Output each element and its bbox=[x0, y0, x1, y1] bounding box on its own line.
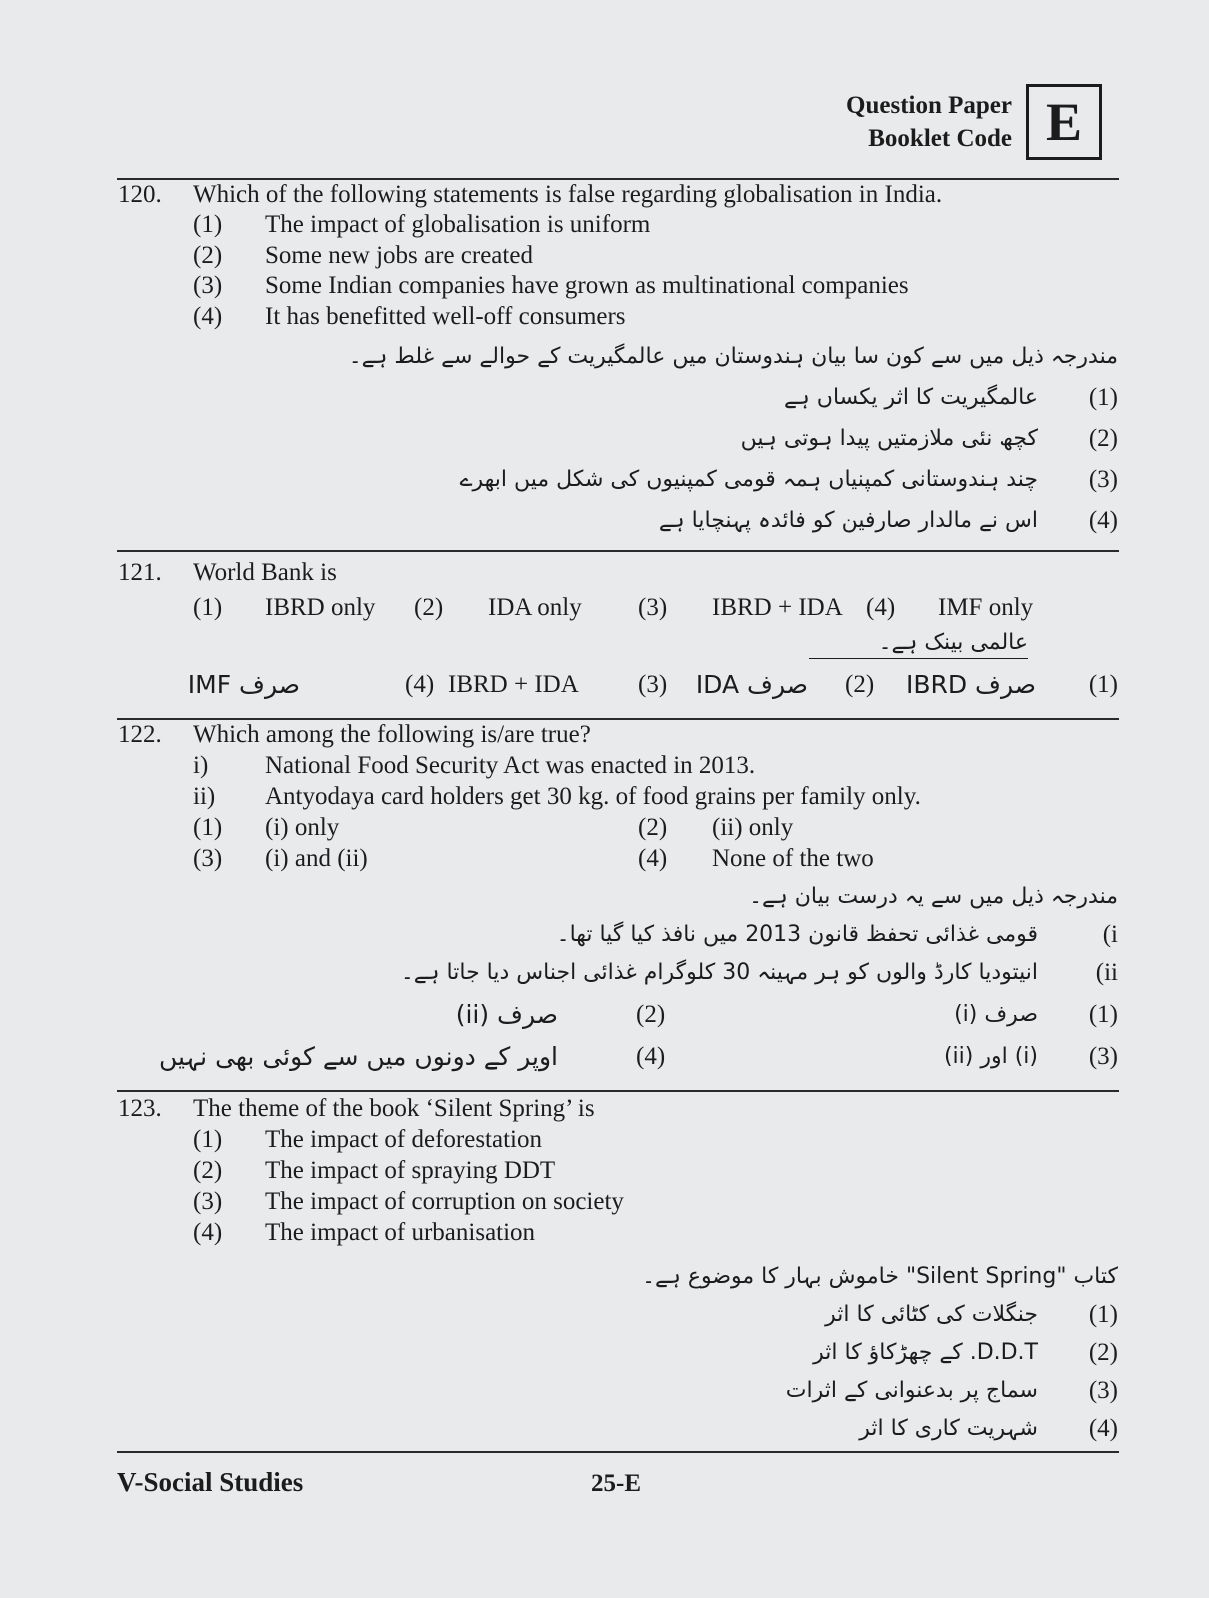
urdu-option-text: کچھ نئی ملازمتیں پیدا ہوتی ہیں bbox=[740, 426, 1038, 451]
option-number: (1) bbox=[193, 211, 223, 238]
option-text: The impact of corruption on society bbox=[265, 1188, 624, 1215]
urdu-statement-number: (i bbox=[1102, 921, 1118, 948]
urdu-option-text: D.D.T. کے چھڑکاؤ کا اثر bbox=[813, 1340, 1038, 1365]
option-number: (1) bbox=[193, 1126, 223, 1153]
urdu-option-number: (1) bbox=[1088, 1001, 1118, 1028]
statement-text: National Food Security Act was enacted in 2013. bbox=[265, 752, 756, 779]
option-text: IBRD + IDA bbox=[712, 594, 843, 621]
option-number: (3) bbox=[193, 272, 223, 299]
option-text: (ii) only bbox=[712, 814, 794, 841]
urdu-statement-number: (ii bbox=[1095, 959, 1118, 986]
statement-number: i) bbox=[193, 752, 209, 779]
urdu-option-text: عالمگیریت کا اثر یکساں ہے bbox=[784, 385, 1038, 410]
option-number: (4) bbox=[866, 594, 896, 621]
urdu-option-number: (4) bbox=[405, 671, 435, 698]
urdu-option-text: (i) اور (ii) bbox=[943, 1044, 1038, 1069]
option-text: The impact of deforestation bbox=[265, 1126, 542, 1153]
urdu-question-stem: مندرجہ ذیل میں سے یہ درست بیان ہے۔ bbox=[749, 884, 1118, 909]
urdu-option-number: (2) bbox=[1088, 425, 1118, 452]
urdu-option-number: (1) bbox=[1088, 1301, 1118, 1328]
urdu-option-text: صرف IMF bbox=[187, 670, 300, 699]
urdu-option-text: چند ہندوستانی کمپنیاں ہمہ قومی کمپنیوں کی شکل میں ابھرے bbox=[459, 467, 1038, 492]
option-number: (2) bbox=[638, 814, 668, 841]
urdu-question-stem: کتاب "Silent Spring" خاموش بہار کا موضوع ہے۔ bbox=[642, 1264, 1118, 1289]
question-stem: World Bank is bbox=[193, 559, 337, 586]
urdu-option-number: (2) bbox=[845, 671, 875, 698]
question-123 bbox=[118, 1094, 1118, 1449]
option-number: (3) bbox=[193, 845, 223, 872]
option-text: Some Indian companies have grown as multinational companies bbox=[265, 272, 909, 299]
question-stem: Which of the following statements is false regarding globalisation in India. bbox=[193, 181, 943, 208]
urdu-option-text: صرف (ii) bbox=[455, 1000, 558, 1029]
urdu-option-text: سماج پر بدعنوانی کے اثرات bbox=[785, 1378, 1038, 1403]
statement-text: Antyodaya card holders get 30 kg. of food grains per family only. bbox=[265, 783, 921, 810]
question-number: 123. bbox=[118, 1095, 162, 1122]
option-text: IBRD only bbox=[265, 594, 376, 621]
urdu-option-number: (1) bbox=[1088, 671, 1118, 698]
divider bbox=[117, 1451, 1119, 1453]
urdu-option-text: جنگلات کی کٹائی کا اثر bbox=[825, 1302, 1038, 1327]
urdu-question-stem: مندرجہ ذیل میں سے کون سا بیان ہندوستان میں عالمگیریت کے حوالے سے غلط ہے۔ bbox=[348, 344, 1118, 369]
urdu-option-text: صرف (i) bbox=[954, 1002, 1038, 1027]
divider bbox=[117, 550, 1119, 552]
question-number: 120. bbox=[118, 181, 162, 208]
option-number: (1) bbox=[193, 594, 223, 621]
option-number: (2) bbox=[193, 1157, 223, 1184]
option-text: (i) only bbox=[265, 814, 340, 841]
question-stem: The theme of the book ‘Silent Spring’ is bbox=[193, 1095, 595, 1122]
option-text: IMF only bbox=[938, 594, 1034, 621]
statement-number: ii) bbox=[193, 783, 216, 810]
option-number: (4) bbox=[193, 1219, 223, 1246]
question-number: 121. bbox=[118, 559, 162, 586]
option-number: (4) bbox=[638, 845, 668, 872]
urdu-option-number: (2) bbox=[1088, 1339, 1118, 1366]
urdu-statement-text: قومی غذائی تحفظ قانون 2013 میں نافذ کیا گیا تھا۔ bbox=[556, 922, 1038, 947]
urdu-option-number: (4) bbox=[1088, 507, 1118, 534]
option-number: (2) bbox=[414, 594, 444, 621]
urdu-option-text: IBRD + IDA bbox=[448, 671, 579, 698]
option-number: (1) bbox=[193, 814, 223, 841]
option-number: (3) bbox=[638, 594, 668, 621]
urdu-statement-text: انیتودیا کارڈ والوں کو ہر مہینہ 30 کلوگرام غذائی اجناس دیا جاتا ہے۔ bbox=[400, 960, 1038, 985]
booklet-code-label bbox=[846, 89, 1012, 155]
urdu-option-number: (3) bbox=[1088, 466, 1118, 493]
question-stem: Which among the following is/are true? bbox=[193, 721, 591, 748]
option-text: None of the two bbox=[712, 845, 874, 872]
urdu-option-text: شہریت کاری کا اثر bbox=[859, 1416, 1038, 1441]
option-text: The impact of spraying DDT bbox=[265, 1157, 556, 1184]
option-text: IDA only bbox=[488, 594, 582, 621]
option-number: (3) bbox=[193, 1188, 223, 1215]
option-number: (4) bbox=[193, 303, 223, 330]
option-text: Some new jobs are created bbox=[265, 242, 533, 269]
urdu-option-text: اس نے مالدار صارفین کو فائدہ پہنچایا ہے bbox=[658, 508, 1038, 533]
urdu-option-number: (4) bbox=[1088, 1415, 1118, 1442]
urdu-option-number: (3) bbox=[638, 671, 668, 698]
urdu-option-text: صرف IDA bbox=[695, 670, 808, 699]
urdu-option-text: اوپر کے دونوں میں سے کوئی بھی نہیں bbox=[158, 1042, 558, 1071]
footer-page-number: 25-E bbox=[591, 1470, 641, 1497]
question-122 bbox=[118, 720, 1118, 1090]
urdu-option-number: (1) bbox=[1088, 384, 1118, 411]
option-number: (2) bbox=[193, 242, 223, 269]
urdu-option-number: (3) bbox=[1088, 1043, 1118, 1070]
urdu-option-text: صرف IBRD bbox=[905, 670, 1036, 699]
option-text: The impact of urbanisation bbox=[265, 1219, 536, 1246]
divider bbox=[117, 1090, 1119, 1092]
option-text: The impact of globalisation is uniform bbox=[265, 211, 651, 238]
booklet-code-header bbox=[846, 84, 1102, 160]
urdu-question-stem: عالمی بینک ہے۔ bbox=[809, 628, 1028, 659]
question-number: 122. bbox=[118, 721, 162, 748]
urdu-option-number: (2) bbox=[636, 1001, 666, 1028]
question-120 bbox=[118, 180, 1118, 550]
option-text: It has benefitted well-off consumers bbox=[265, 303, 626, 330]
option-text: (i) and (ii) bbox=[265, 845, 368, 872]
header-label-line2: Booklet Code bbox=[868, 125, 1012, 152]
question-121 bbox=[118, 558, 1118, 718]
booklet-code-box: E bbox=[1026, 84, 1102, 160]
footer-subject: V-Social Studies bbox=[117, 1467, 304, 1497]
header-label-line1: Question Paper bbox=[846, 92, 1012, 119]
urdu-option-number: (3) bbox=[1088, 1377, 1118, 1404]
urdu-option-number: (4) bbox=[636, 1043, 666, 1070]
